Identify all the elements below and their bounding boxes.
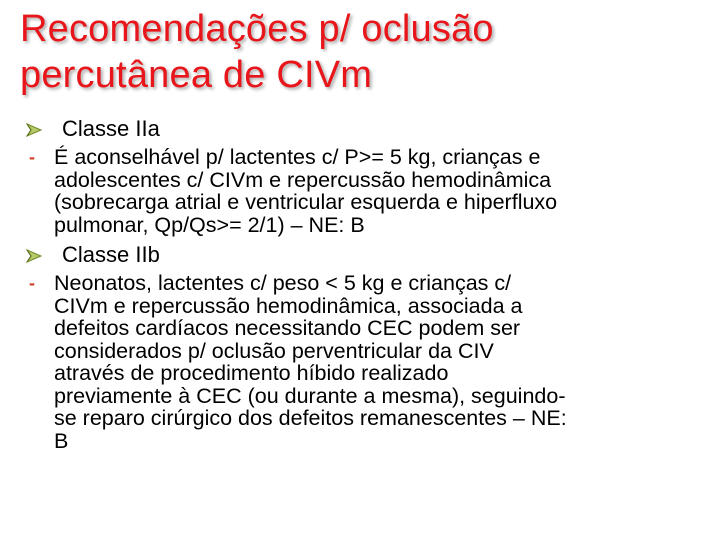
arrow-bullet-icon	[26, 123, 42, 137]
slide-title-line-2: percutânea de CIVm	[20, 54, 373, 96]
section-heading-classe-iia	[0, 116, 720, 146]
dash-marker: -	[29, 273, 35, 293]
item-line: Neonatos, lactentes c/ peso < 5 kg e crianças c/	[54, 271, 512, 295]
item-line: previamente à CEC (ou durante a mesma), seguindo-	[54, 383, 566, 408]
section-heading-text: Classe IIb	[62, 242, 160, 267]
item-line: adolescentes c/ CIVm e repercussão hemodinâmica	[54, 167, 552, 192]
arrow-bullet-icon	[26, 249, 42, 263]
section-heading-classe-iib	[0, 242, 720, 272]
slide-body	[0, 116, 720, 458]
item-line: se reparo cirúrgico dos defeitos remanescentes – NE:	[54, 406, 567, 430]
item-line: B	[54, 428, 69, 453]
section-item-classe-iib	[0, 272, 720, 452]
section-heading-text: Classe IIa	[62, 116, 160, 141]
dash-marker: -	[29, 147, 35, 167]
section-item-classe-iia	[0, 146, 720, 236]
item-line: CIVm e repercussão hemodinâmica, associada a	[54, 293, 523, 318]
item-line: através de procedimento híbido realizado	[54, 361, 449, 385]
item-line: É aconselhável p/ lactentes c/ P>= 5 kg, crianças e	[54, 145, 541, 169]
item-line: pulmonar, Qp/Qs>= 2/1) – NE: B	[54, 212, 365, 237]
item-line: considerados p/ oclusão perventricular da CIV	[54, 338, 494, 363]
slide-title-line-1: Recomendações p/ oclusão	[20, 8, 494, 50]
item-line: defeitos cardíacos necessitando CEC podem ser	[54, 316, 521, 340]
slide-title	[20, 6, 710, 98]
item-line: (sobrecarga atrial e ventricular esquerda e hiperfluxo	[54, 190, 558, 214]
